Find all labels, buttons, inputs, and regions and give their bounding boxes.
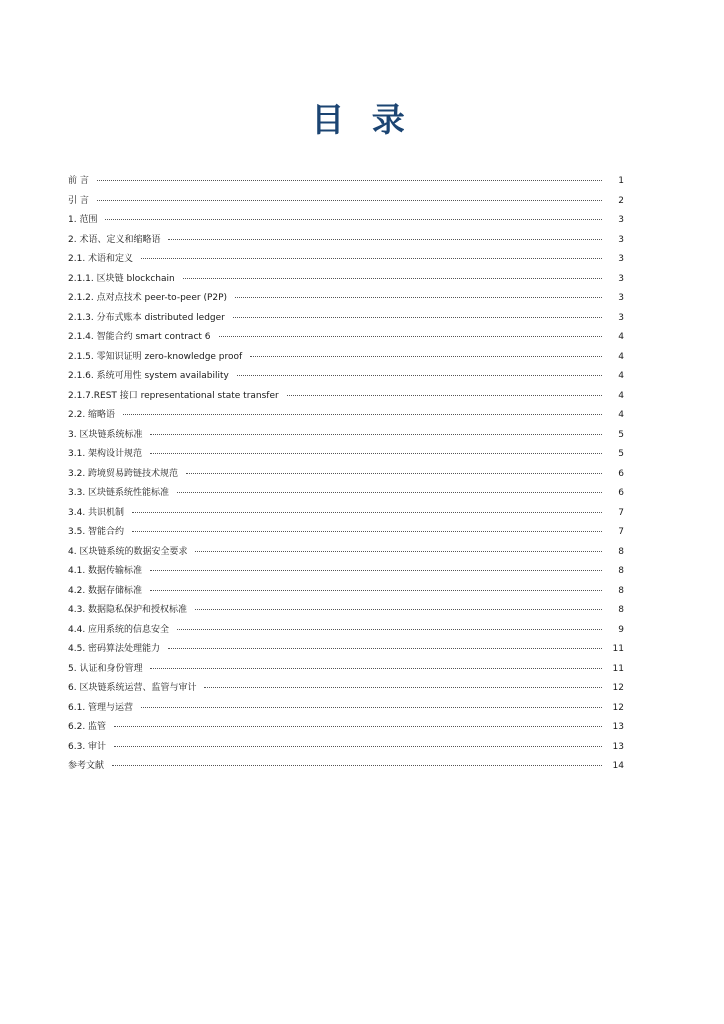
toc-entry[interactable] — [68, 465, 624, 485]
dot-leader — [237, 375, 602, 376]
toc-entry[interactable] — [68, 367, 624, 387]
table-of-contents — [68, 172, 624, 777]
dot-leader — [235, 297, 602, 298]
toc-entry-page-number: 4 — [618, 390, 624, 401]
toc-entry-page-number: 8 — [618, 566, 624, 576]
toc-entry-page-number: 8 — [618, 585, 624, 596]
toc-entry-label: 参考文献 — [68, 761, 105, 771]
toc-entry-label: 3.5. 智能合约 — [68, 527, 125, 537]
toc-entry-label: 2.1.7.REST 接口 representational state transfer — [68, 390, 279, 401]
toc-entry-page-number: 5 — [618, 449, 624, 459]
toc-entry[interactable] — [68, 718, 624, 738]
toc-entry[interactable] — [68, 757, 624, 777]
toc-title: 目 录 — [311, 100, 413, 139]
toc-entry-label: 3.1. 架构设计规范 — [68, 449, 143, 459]
toc-entry[interactable] — [68, 504, 624, 524]
dot-leader — [114, 746, 602, 747]
toc-entry[interactable] — [68, 660, 624, 680]
toc-entry-page-number: 12 — [612, 702, 624, 713]
dot-leader — [150, 668, 602, 669]
toc-entry[interactable] — [68, 231, 624, 251]
dot-leader — [150, 590, 602, 591]
toc-entry-label: 3.2. 跨境贸易跨链技术规范 — [68, 468, 179, 479]
toc-entry-label: 6.1. 管理与运营 — [68, 702, 134, 713]
toc-entry[interactable] — [68, 445, 624, 465]
toc-entry[interactable] — [68, 523, 624, 543]
toc-entry[interactable] — [68, 406, 624, 426]
dot-leader — [123, 414, 602, 415]
toc-entry[interactable] — [68, 270, 624, 290]
toc-entry-label: 4.2. 数据存储标准 — [68, 585, 143, 596]
toc-entry-label: 4.5. 密码算法处理能力 — [68, 644, 161, 654]
toc-entry[interactable] — [68, 621, 624, 641]
toc-entry-page-number: 8 — [618, 605, 624, 615]
dot-leader — [141, 258, 602, 259]
toc-entry-label: 3.4. 共识机制 — [68, 507, 125, 518]
toc-entry-page-number: 4 — [618, 351, 624, 362]
dot-leader — [233, 317, 602, 318]
toc-entry[interactable] — [68, 211, 624, 231]
toc-entry-page-number: 4 — [618, 410, 624, 420]
toc-entry[interactable] — [68, 192, 624, 212]
dot-leader — [114, 726, 602, 727]
dot-leader — [168, 648, 602, 649]
toc-entry-page-number: 11 — [612, 663, 624, 674]
toc-entry-page-number: 7 — [618, 527, 624, 537]
dot-leader — [177, 492, 602, 493]
toc-entry[interactable] — [68, 426, 624, 446]
toc-entry[interactable] — [68, 387, 624, 407]
toc-entry[interactable] — [68, 679, 624, 699]
toc-entry-page-number: 4 — [618, 371, 624, 381]
dot-leader — [287, 395, 602, 396]
toc-entry-label: 4.4. 应用系统的信息安全 — [68, 624, 170, 635]
toc-entry-page-number: 3 — [618, 312, 624, 323]
toc-entry[interactable] — [68, 328, 624, 348]
toc-entry-label: 1. 范围 — [68, 215, 98, 225]
toc-entry-page-number: 2 — [618, 195, 624, 206]
toc-entry-label: 4.3. 数据隐私保护和授权标准 — [68, 605, 188, 615]
toc-entry-page-number: 4 — [618, 332, 624, 342]
toc-entry-label: 4.1. 数据传输标准 — [68, 566, 143, 576]
toc-entry-label: 5. 认证和身份管理 — [68, 663, 143, 674]
toc-entry-label: 6.2. 监管 — [68, 722, 107, 732]
dot-leader — [183, 278, 602, 279]
toc-entry[interactable] — [68, 562, 624, 582]
toc-entry-label: 2. 术语、定义和缩略语 — [68, 234, 161, 245]
toc-entry-label: 2.1.4. 智能合约 smart contract 6 — [68, 332, 211, 342]
toc-entry[interactable] — [68, 172, 624, 192]
dot-leader — [219, 336, 602, 337]
dot-leader — [150, 434, 602, 435]
toc-entry-page-number: 13 — [612, 722, 624, 732]
dot-leader — [141, 707, 602, 708]
dot-leader — [97, 200, 602, 201]
toc-entry-label: 前 言 — [68, 176, 89, 186]
toc-entry-label: 2.2. 缩略语 — [68, 410, 116, 420]
dot-leader — [186, 473, 602, 474]
toc-entry[interactable] — [68, 309, 624, 329]
toc-entry[interactable] — [68, 484, 624, 504]
toc-entry-page-number: 3 — [618, 273, 624, 284]
dot-leader — [105, 219, 602, 220]
toc-entry[interactable] — [68, 601, 624, 621]
dot-leader — [177, 629, 602, 630]
toc-entry-label: 2.1.6. 系统可用性 system availability — [68, 371, 229, 381]
toc-entry-page-number: 3 — [618, 254, 624, 264]
dot-leader — [204, 687, 602, 688]
toc-entry-page-number: 13 — [612, 741, 624, 752]
dot-leader — [150, 570, 602, 571]
toc-entry-label: 2.1.3. 分布式账本 distributed ledger — [68, 312, 225, 323]
toc-entry-page-number: 3 — [618, 215, 624, 225]
dot-leader — [195, 609, 602, 610]
dot-leader — [97, 180, 602, 181]
dot-leader — [195, 551, 602, 552]
toc-entry-label: 6.3. 审计 — [68, 741, 107, 752]
toc-entry-page-number: 3 — [618, 234, 624, 245]
toc-entry-page-number: 8 — [618, 546, 624, 557]
toc-entry-label: 2.1. 术语和定义 — [68, 254, 134, 264]
dot-leader — [132, 512, 602, 513]
toc-entry-label: 4. 区块链系统的数据安全要求 — [68, 546, 188, 557]
toc-entry-label: 引 言 — [68, 195, 89, 206]
toc-entry-page-number: 6 — [618, 488, 624, 498]
toc-entry-label: 2.1.1. 区块链 blockchain — [68, 273, 175, 284]
toc-entry-page-number: 3 — [618, 293, 624, 303]
toc-entry-label: 2.1.2. 点对点技术 peer-to-peer (P2P) — [68, 293, 228, 303]
toc-entry[interactable] — [68, 543, 624, 563]
toc-entry[interactable] — [68, 738, 624, 758]
toc-entry[interactable] — [68, 289, 624, 309]
dot-leader — [150, 453, 602, 454]
dot-leader — [168, 239, 602, 240]
toc-entry[interactable] — [68, 250, 624, 270]
toc-entry[interactable] — [68, 582, 624, 602]
toc-entry-label: 2.1.5. 零知识证明 zero-knowledge proof — [68, 351, 243, 362]
toc-entry[interactable] — [68, 640, 624, 660]
toc-entry[interactable] — [68, 699, 624, 719]
toc-entry-page-number: 11 — [612, 644, 624, 654]
toc-entry-page-number: 14 — [612, 761, 624, 771]
toc-entry-page-number: 9 — [618, 624, 624, 635]
toc-entry[interactable] — [68, 348, 624, 368]
toc-entry-label: 6. 区块链系统运营、监管与审计 — [68, 683, 197, 693]
dot-leader — [132, 531, 602, 532]
dot-leader — [250, 356, 602, 357]
dot-leader — [112, 765, 602, 766]
toc-entry-page-number: 1 — [618, 176, 624, 186]
toc-entry-page-number: 5 — [618, 429, 624, 440]
toc-entry-page-number: 6 — [618, 468, 624, 479]
toc-entry-page-number: 7 — [618, 507, 624, 518]
toc-entry-page-number: 12 — [612, 683, 624, 693]
toc-entry-label: 3. 区块链系统标准 — [68, 429, 143, 440]
toc-entry-label: 3.3. 区块链系统性能标准 — [68, 488, 170, 498]
